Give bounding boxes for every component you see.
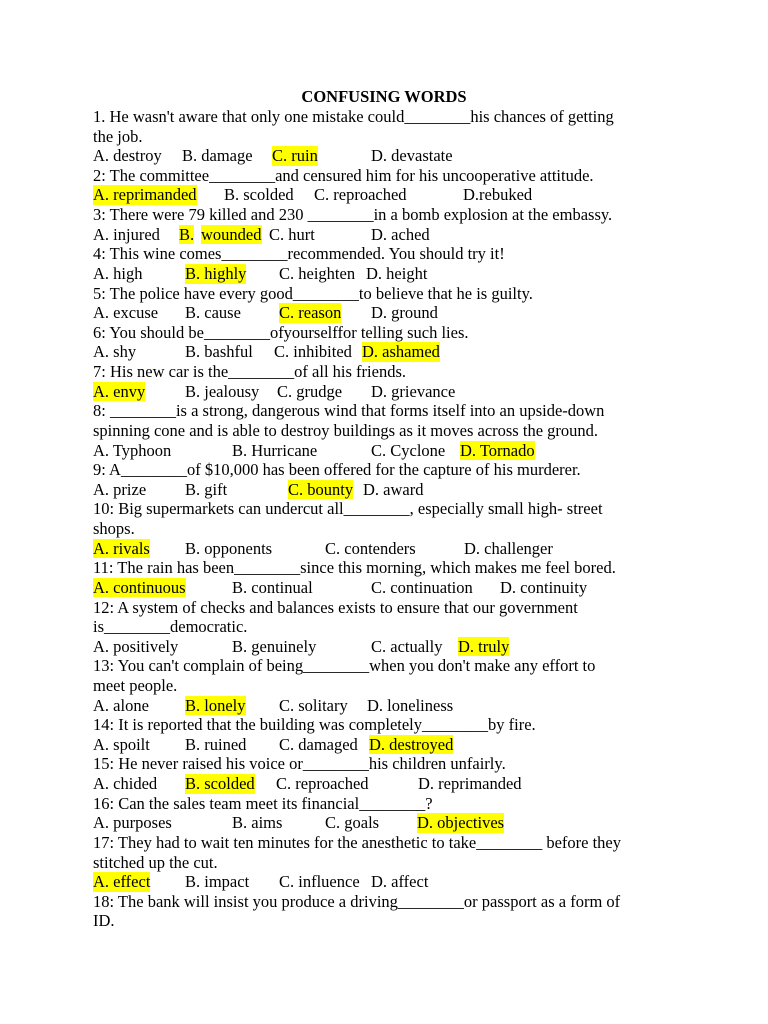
answer-options-row [93,872,693,892]
question-text-line: 6: You should be________ofyourselffor telling such lies. [93,322,469,342]
correct-answer-option: A. envy [93,381,146,401]
answer-option: A. injured [93,224,160,244]
correct-answer-option: D. destroyed [369,734,454,754]
answer-option: A. chided [93,774,158,794]
question-text-line: 2: The committee________and censured him for his uncooperative attitude. [93,165,594,185]
question-text-line: 9: A________of $10,000 has been offered for the capture of his murderer. [93,460,581,480]
answer-option: C. contenders [325,538,416,558]
question-text-line: 12: A system of checks and balances exists to ensure that our government [93,597,578,617]
answer-option: A. Typhoon [93,440,172,460]
answer-option: C. actually [371,636,443,656]
question-text-line: 13: You can't complain of being________when you don't make any effort to [93,656,596,676]
correct-answer-option: A. effect [93,872,151,892]
question-text-line: is________democratic. [93,617,248,637]
answer-option: D. loneliness [367,695,454,715]
question-text-line: 11: The rain has been________since this morning, which makes me feel bored. [93,558,616,578]
answer-options-row [93,480,693,500]
answer-option: B. aims [232,813,283,833]
question-text-line: the job. [93,126,143,146]
answer-option: D. award [363,479,424,499]
answer-options-row [93,539,693,559]
question-text-line: 7: His new car is the________of all his friends. [93,362,406,382]
answer-option: A. prize [93,479,147,499]
answer-option: C. damaged [279,734,358,754]
question-text-line: 14: It is reported that the building was completely________by fire. [93,715,536,735]
question-text-line: 16: Can the sales team meet its financial________? [93,793,433,813]
answer-option: D. continuity [500,577,588,597]
answer-options-row [93,264,693,284]
answer-option: D. ached [371,224,430,244]
correct-answer-option: C. reason [279,303,342,323]
answer-option: D. grievance [371,381,456,401]
answer-option: B. cause [185,303,241,323]
answer-option: D.rebuked [463,185,533,205]
answer-option: A. excuse [93,303,159,323]
answer-option: C. influence [279,872,360,892]
answer-option: C. grudge [277,381,343,401]
answer-option: D. affect [371,872,429,892]
question-text-line: 1. He wasn't aware that only one mistake could________his chances of getting [93,107,614,126]
correct-answer-option: A. continuous [93,577,186,597]
answer-options-row [93,146,693,166]
answer-option: D. challenger [464,538,553,558]
answer-option: A. positively [93,636,179,656]
answer-option: B. impact [185,872,250,892]
answer-options-row [93,441,693,461]
answer-option: B. Hurricane [232,440,318,460]
question-text-line: 5: The police have every good________to believe that he is guilty. [93,283,533,303]
answer-options-row [93,342,693,362]
question-text-line: 3: There were 79 killed and 230 ________in a bomb explosion at the embassy. [93,205,613,225]
question-text-line: shops. [93,519,135,539]
answer-option: B. genuinely [232,636,317,656]
correct-answer-option: A. reprimanded [93,185,197,205]
answer-option: A. purposes [93,813,172,833]
correct-answer-option: B. scolded [185,774,255,794]
document-title: CONFUSING WORDS [301,87,467,106]
correct-answer-option: A. rivals [93,538,150,558]
answer-option: B. opponents [185,538,273,558]
answer-option: C. reproached [314,185,407,205]
answer-options-row [93,185,693,205]
correct-answer-option: B. [179,224,195,244]
answer-options-row [93,735,693,755]
answer-options-row [93,303,693,323]
answer-option: A. alone [93,695,149,715]
answer-options-row [93,637,693,657]
correct-answer-option: B. lonely [185,695,246,715]
answer-option: A. spoilt [93,734,150,754]
answer-option: A. high [93,263,143,283]
answer-option: D. devastate [371,146,453,166]
correct-answer-option: D. objectives [417,813,505,833]
answer-option: A. shy [93,342,137,362]
question-text-line: 10: Big supermarkets can undercut all________, especially small high- street [93,499,603,519]
correct-answer-option: wounded [201,224,262,244]
correct-answer-option: C. ruin [272,146,318,166]
question-text-line: 17: They had to wait ten minutes for the anesthetic to take________ before they [93,832,622,852]
correct-answer-option: D. ashamed [362,342,440,362]
question-text-line: stitched up the cut. [93,852,218,872]
question-text-line: 18: The bank will insist you produce a driving________or passport as a form of [93,891,621,911]
answer-option: B. gift [185,479,228,499]
answer-option: B. ruined [185,734,247,754]
answer-option: B. bashful [185,342,253,362]
answer-option: B. continual [232,577,313,597]
answer-option: D. ground [371,303,438,323]
answer-option: C. Cyclone [371,440,446,460]
answer-options-row [93,382,693,402]
answer-options-row [93,696,693,716]
correct-answer-option: B. highly [185,263,247,283]
answer-options-row [93,813,693,833]
answer-option: B. scolded [224,185,294,205]
answer-option: C. goals [325,813,380,833]
question-text-line: 4: This wine comes________recommended. You should try it! [93,244,505,264]
question-text-line: meet people. [93,675,178,695]
answer-option: A. destroy [93,146,162,166]
correct-answer-option: D. Tornado [460,440,535,460]
answer-option: C. reproached [276,774,369,794]
answer-option: C. solitary [279,695,348,715]
correct-answer-option: C. bounty [288,479,354,499]
question-text-line: 15: He never raised his voice or________his children unfairly. [93,754,506,774]
answer-option: C. continuation [371,577,473,597]
answer-option: D. reprimanded [418,774,522,794]
question-text-line: 8: ________is a strong, dangerous wind that forms itself into an upside-down [93,401,605,421]
answer-option: B. damage [182,146,253,166]
answer-option: C. inhibited [274,342,352,362]
answer-option: B. jealousy [185,381,260,401]
answer-option: C. heighten [279,263,356,283]
answer-options-row [93,225,693,245]
question-text-line: spinning cone and is able to destroy buildings as it moves across the ground. [93,420,599,440]
answer-option: C. hurt [269,224,315,244]
question-text-line: ID. [93,911,115,931]
correct-answer-option: D. truly [458,636,510,656]
answer-options-row [93,578,693,598]
answer-option: D. height [366,263,428,283]
answer-options-row [93,774,693,794]
